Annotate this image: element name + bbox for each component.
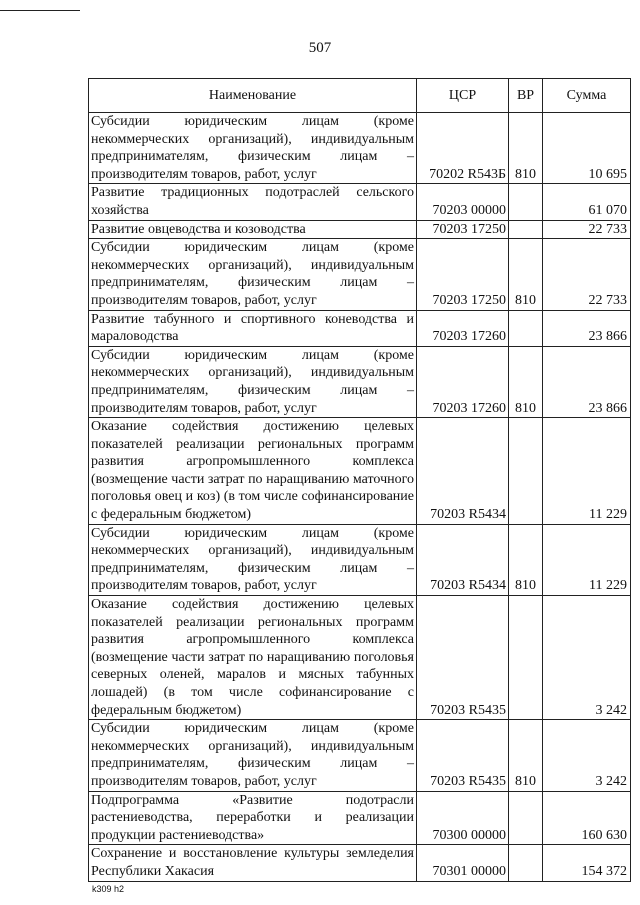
header-vr: ВР (509, 79, 543, 113)
budget-table (88, 78, 631, 882)
table-row (89, 310, 631, 346)
row-sum: 160 630 (543, 791, 631, 845)
table-row (89, 596, 631, 720)
row-vr: 810 (509, 113, 543, 184)
row-name: Субсидии юридическим лицам (кроме некоммерческих организаций), индивидуальным предпринимателям, физическим лицам – производителям товаров, работ, услуг (89, 113, 417, 184)
row-name: Подпрограмма «Развитие подотрасли растениеводства, переработки и реализации продукции растениеводства» (89, 791, 417, 845)
row-sum: 23 866 (543, 346, 631, 417)
row-code: 70203 17260 (417, 310, 509, 346)
header-sum: Сумма (543, 79, 631, 113)
row-name: Развитие традиционных подотраслей сельского хозяйства (89, 184, 417, 220)
row-vr (509, 596, 543, 720)
table-row (89, 346, 631, 417)
top-rule (0, 10, 80, 11)
row-sum: 11 229 (543, 418, 631, 525)
row-vr (509, 791, 543, 845)
table-row (89, 791, 631, 845)
row-sum: 61 070 (543, 184, 631, 220)
row-sum: 22 733 (543, 239, 631, 310)
row-vr: 810 (509, 720, 543, 791)
table-row (89, 239, 631, 310)
table-header-row (89, 79, 631, 113)
row-sum: 23 866 (543, 310, 631, 346)
row-vr (509, 418, 543, 525)
row-name: Субсидии юридическим лицам (кроме некоммерческих организаций), индивидуальным предпринимателям, физическим лицам – производителям товаров, работ, услуг (89, 346, 417, 417)
table-row (89, 184, 631, 220)
row-name: Оказание содействия достижению целевых показателей реализации региональных программ развития агропромышленного комплекса (возмещение части затрат по наращиванию поголовья северных оленей, маралов и мясных табунных лошадей) (в том числе софинансирование с федеральным бюджетом) (89, 596, 417, 720)
row-sum: 11 229 (543, 524, 631, 595)
row-code: 70300 00000 (417, 791, 509, 845)
row-sum: 10 695 (543, 113, 631, 184)
footer-code: k309 h2 (92, 884, 125, 894)
row-vr (509, 310, 543, 346)
header-name: Наименование (89, 79, 417, 113)
row-code: 70203 17250 (417, 220, 509, 239)
row-name: Субсидии юридическим лицам (кроме некоммерческих организаций), индивидуальным предпринимателям, физическим лицам – производителям товаров, работ, услуг (89, 239, 417, 310)
table-row (89, 524, 631, 595)
row-name: Развитие табунного и спортивного коневодства и мараловодства (89, 310, 417, 346)
row-vr: 810 (509, 239, 543, 310)
table-row (89, 418, 631, 525)
page-number: 507 (308, 40, 332, 56)
table-row (89, 720, 631, 791)
table-row (89, 845, 631, 881)
row-name: Развитие овцеводства и козоводства (89, 220, 417, 239)
row-code: 70203 R5434 (417, 418, 509, 525)
row-name: Субсидии юридическим лицам (кроме некоммерческих организаций), индивидуальным предпринимателям, физическим лицам – производителям товаров, работ, услуг (89, 524, 417, 595)
row-code: 70203 17250 (417, 239, 509, 310)
row-name: Сохранение и восстановление культуры земледелия Республики Хакасия (89, 845, 417, 881)
row-code: 70202 R543Б (417, 113, 509, 184)
row-vr: 810 (509, 346, 543, 417)
row-code: 70203 R5435 (417, 596, 509, 720)
row-code: 70203 00000 (417, 184, 509, 220)
row-name: Оказание содействия достижению целевых показателей реализации региональных программ развития агропромышленного комплекса (возмещение части затрат по наращиванию маточного поголовья овец и коз) (в том числе софинансирование с федеральным бюджетом) (89, 418, 417, 525)
row-vr (509, 845, 543, 881)
row-code: 70203 R5434 (417, 524, 509, 595)
row-sum: 22 733 (543, 220, 631, 239)
table-row (89, 220, 631, 239)
row-code: 70203 R5435 (417, 720, 509, 791)
row-vr (509, 184, 543, 220)
row-sum: 3 242 (543, 596, 631, 720)
row-sum: 3 242 (543, 720, 631, 791)
row-code: 70203 17260 (417, 346, 509, 417)
row-vr: 810 (509, 524, 543, 595)
header-code: ЦСР (417, 79, 509, 113)
row-vr (509, 220, 543, 239)
row-sum: 154 372 (543, 845, 631, 881)
row-name: Субсидии юридическим лицам (кроме некоммерческих организаций), индивидуальным предпринимателям, физическим лицам – производителям товаров, работ, услуг (89, 720, 417, 791)
table-row (89, 113, 631, 184)
row-code: 70301 00000 (417, 845, 509, 881)
